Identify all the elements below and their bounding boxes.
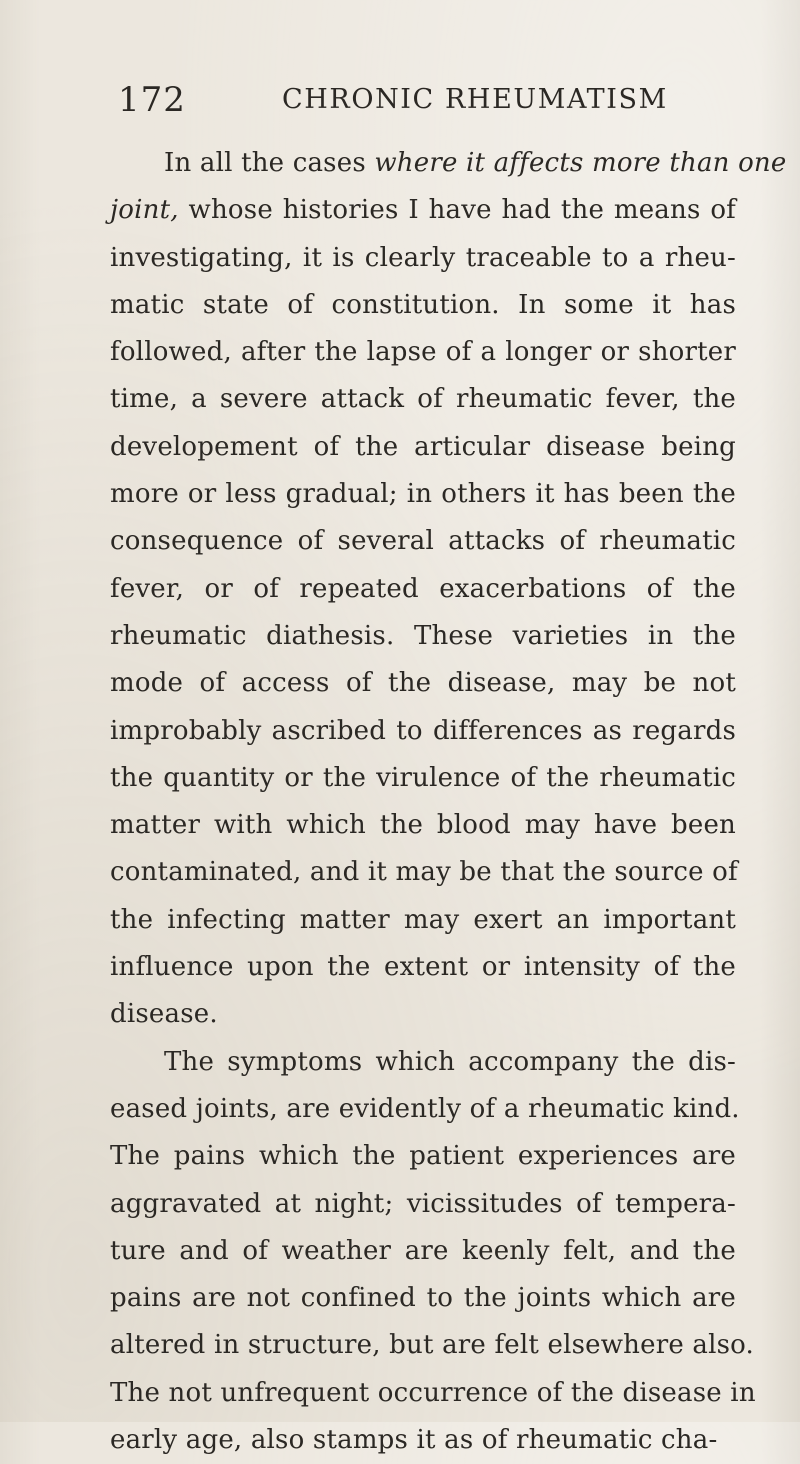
text-line	[110, 376, 736, 423]
line-text: mode of access of the disease, may be not	[110, 668, 736, 699]
text-line	[110, 708, 736, 755]
text-line	[110, 1275, 736, 1322]
text-line	[110, 471, 736, 518]
text-line	[110, 755, 736, 802]
text-line	[110, 1133, 736, 1180]
line-text: fever, or of repeated exacerbations of the	[110, 573, 736, 604]
running-title: CHRONIC RHEUMATISM	[282, 84, 668, 115]
line-text: ture and of weather are keenly felt, and the	[110, 1235, 736, 1266]
italic-text: joint,	[110, 195, 179, 226]
text-line	[110, 944, 736, 991]
line-text: pains are not confined to the joints which are	[110, 1283, 736, 1314]
line-text: The pains which the patient experiences are	[110, 1141, 736, 1172]
text-line	[110, 235, 736, 282]
line-text: matter with which the blood may have been	[110, 810, 736, 841]
text-line	[110, 991, 736, 1038]
line-text: altered in structure, but are felt elsewhere also.	[110, 1330, 755, 1361]
text-line	[110, 566, 736, 613]
text-line	[110, 613, 736, 660]
text-line	[110, 660, 736, 707]
text-line	[110, 282, 736, 329]
line-text: the quantity or the virulence of the rheumatic	[110, 762, 736, 793]
text-line	[110, 849, 736, 896]
text-line	[110, 1228, 736, 1275]
line-text: rheumatic diathesis. These varieties in the	[110, 620, 736, 651]
text-line	[110, 1370, 756, 1417]
text-line	[110, 897, 736, 944]
text-line	[110, 1417, 736, 1464]
text-line	[110, 187, 736, 234]
paragraph	[110, 140, 787, 1039]
line-text: disease.	[110, 999, 218, 1030]
text-line	[110, 329, 736, 376]
page-number: 172	[118, 80, 186, 120]
line-text: early age, also stamps it as of rheumatic cha-	[110, 1425, 718, 1456]
line-text: eased joints, are evidently of a rheumatic kind.	[110, 1093, 740, 1124]
line-text: contaminated, and it may be that the source of	[110, 857, 738, 888]
text-line	[110, 802, 736, 849]
paragraph	[110, 1039, 756, 1464]
text-line	[110, 1039, 736, 1086]
text-line	[110, 1086, 740, 1133]
text-line	[110, 424, 736, 471]
line-text: whose histories I have had the means of	[178, 195, 736, 226]
line-text: investigating, it is clearly traceable to a rheu-	[110, 242, 736, 273]
line-text: consequence of several attacks of rheumatic	[110, 526, 736, 557]
line-text: In all the cases	[164, 148, 375, 178]
text-line	[110, 518, 736, 565]
line-text: followed, after the lapse of a longer or shorter	[110, 337, 736, 368]
body-text	[110, 140, 787, 1464]
running-head	[0, 78, 800, 122]
line-text: the infecting matter may exert an important	[110, 904, 736, 935]
line-text: developement of the articular disease being	[110, 431, 736, 462]
line-text: The not unfrequent occurrence of the disease in	[110, 1377, 756, 1408]
line-text: time, a severe attack of rheumatic fever, the	[110, 384, 736, 415]
line-text: The symptoms which accompany the dis-	[164, 1046, 736, 1077]
line-text: improbably ascribed to differences as regards	[110, 715, 736, 746]
line-text: more or less gradual; in others it has been the	[110, 479, 736, 510]
line-text: matic state of constitution. In some it has	[110, 289, 736, 320]
text-line	[110, 1181, 736, 1228]
text-line	[110, 140, 787, 187]
text-line	[110, 1322, 755, 1369]
italic-text: where it affects more than one	[374, 148, 787, 178]
line-text: aggravated at night; vicissitudes of tempera-	[110, 1188, 736, 1219]
line-text: influence upon the extent or intensity of the	[110, 952, 736, 983]
